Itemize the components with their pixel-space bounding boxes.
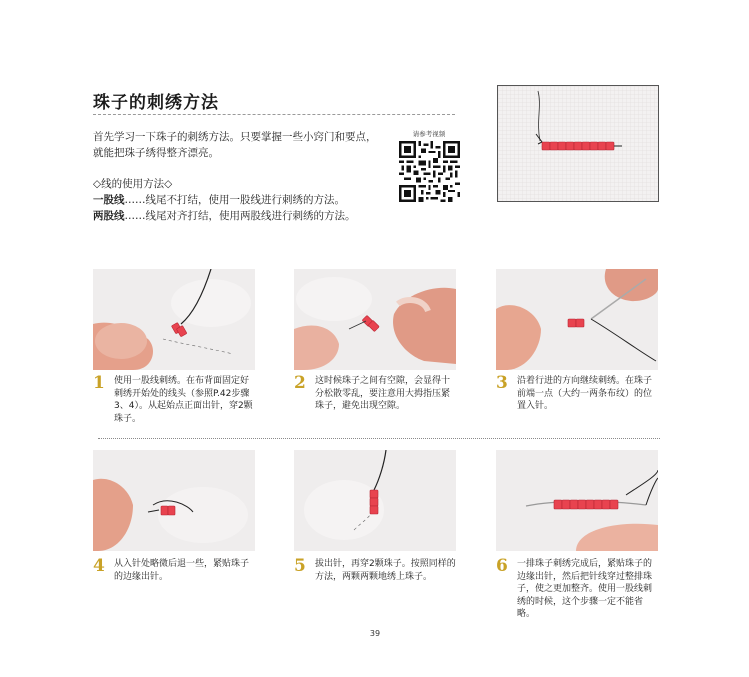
qr-code[interactable] [399,141,460,202]
title-divider [93,114,455,115]
step-photo-6 [496,450,658,551]
step-text-6: 一排珠子刺绣完成后，紧贴珠子的边缘出针，然后把针线穿过整排珠子，使之更加整齐。使用一股线刺绣的时候，这个步骤一定不能省略。 [517,559,653,619]
step-number-4: 4 [93,556,105,576]
step-number-1: 1 [93,373,105,393]
step-number-5: 5 [294,556,306,576]
step-photo-4 [93,450,255,551]
step-number-3: 3 [496,373,508,393]
thread-usage-item [93,192,345,208]
step-text-2: 这时候珠子之间有空隙，会显得十分松散零乱，要注意用大拇指压紧珠子，避免出现空隙。 [315,376,451,411]
page-number: 39 [369,629,381,638]
thread-usage-title: ◇线的使用方法◇ [93,178,173,190]
thread-usage-item [93,208,356,224]
thread-desc: ……线尾不打结，使用一股线进行刺绣的方法。 [124,194,345,206]
thread-term: 一股线 [93,194,125,206]
intro-paragraph: 首先学习一下珠子的刺绣方法。只要掌握一些小窍门和要点，就能把珠子绣得整齐漂亮。 [93,131,377,159]
page-title: 珠子的刺绣方法 [93,93,219,113]
finished-beads-photo [497,85,659,202]
step-text-1: 使用一股线刺绣。在布背面固定好刺绣开始处的线头（参照P.42步骤3、4）。从起始点正面出针，穿2颗珠子。 [114,376,253,424]
step-number-2: 2 [294,373,306,393]
step-photo-1 [93,269,255,370]
qr-label: 请参考视频 [412,130,446,138]
thread-term: 两股线 [93,210,125,222]
step-number-6: 6 [496,556,508,576]
step-text-5: 拔出针，再穿2颗珠子。按照同样的方法，两颗两颗地绣上珠子。 [315,559,456,582]
section-divider [98,438,660,439]
step-photo-2 [294,269,456,370]
step-photo-3 [496,269,658,370]
thread-desc: ……线尾对齐打结，使用两股线进行刺绣的方法。 [124,210,356,222]
step-text-3: 沿着行进的方向继续刺绣。在珠子前端一点（大约一两条布纹）的位置入针。 [517,376,653,411]
step-photo-5 [294,450,456,551]
step-text-4: 从入针处略微后退一些，紧贴珠子的边缘出针。 [114,559,250,582]
